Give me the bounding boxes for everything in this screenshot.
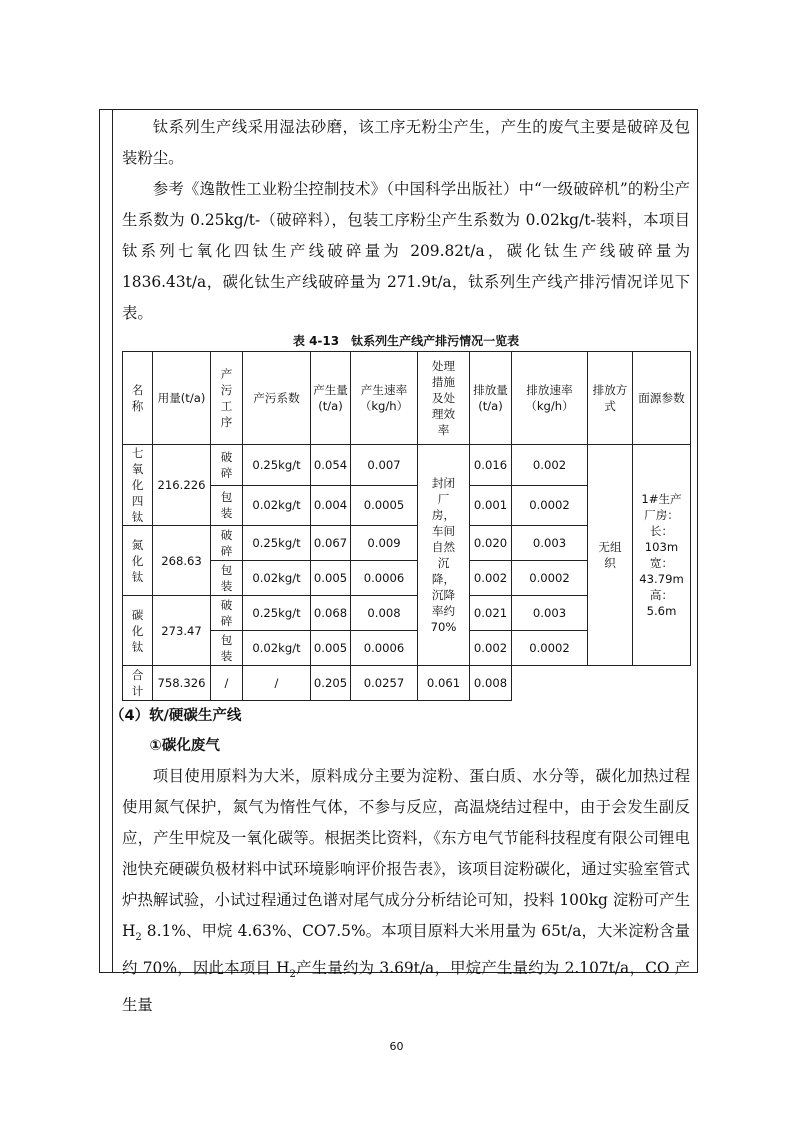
paragraph: 参考《逸散性工业粉尘控制技术》（中国科学出版社）中“一级破碎机”的粉尘产生系数为 0.25kg/t-（破碎料），包装工序粉尘产生系数为 0.02kg/t-装料，本项目钛系列七氧化四钛生产线破碎量为 209.82t/a，碳化钛生产线破碎量为 1836.43t/a，碳化钛生产线破碎量为 271.9t/a，钛系列生产线产排污情况详见下表。 (122, 180, 690, 322)
process-cell: 包装 (211, 631, 243, 666)
header-cell: 排放方式 (588, 352, 633, 445)
gen-rate-cell: 0.0006 (351, 631, 418, 666)
table-caption: 表 4-13 钛系列生产线产排污情况一览表 (292, 334, 520, 348)
gen-cell: 0.054 (311, 445, 351, 486)
coef-cell: 0.25kg/t (243, 445, 311, 486)
emit-rate-cell: 0.0002 (512, 561, 588, 596)
gen-rate-cell: 0.009 (351, 526, 418, 561)
paragraph: 钛系列生产线采用湿法砂磨，该工序无粉尘产生，产生的废气主要是破碎及包装粉尘。 (122, 118, 690, 167)
coef-cell: 0.02kg/t (243, 631, 311, 666)
emission-table (122, 351, 691, 701)
area-source-cell: 1#生产 厂房： 长： 103m 宽： 43.79m 高： 5.6m (633, 445, 691, 666)
usage-cell: 216.226 (153, 445, 211, 526)
header-cell: 产污工序 (211, 352, 243, 445)
gen-cell: 0.005 (311, 561, 351, 596)
process-cell: / (211, 666, 243, 701)
emit-rate-cell: 0.008 (470, 666, 512, 701)
emit-cell: 0.061 (418, 666, 470, 701)
section-heading: （4）软/硬碳生产线 (110, 708, 242, 724)
page-number: 60 (389, 1040, 404, 1053)
gen-rate-cell: 0.007 (351, 445, 418, 486)
coef-cell: / (243, 666, 311, 701)
emit-cell: 0.002 (470, 561, 512, 596)
treatment-cell: 封闭厂房，车间自然沉降，沉降率约70% (418, 445, 470, 666)
product-name-cell: 碳化钛 (123, 596, 153, 666)
header-cell: 名称 (123, 352, 153, 445)
process-cell: 包装 (211, 485, 243, 526)
gen-cell: 0.068 (311, 596, 351, 631)
process-cell: 破碎 (211, 596, 243, 631)
gen-rate-cell: 0.0005 (351, 485, 418, 526)
usage-cell: 268.63 (153, 526, 211, 596)
emit-cell: 0.016 (470, 445, 512, 486)
emit-rate-cell: 0.003 (512, 526, 588, 561)
header-cell: 产生量(t/a) (311, 352, 351, 445)
header-cell: 排放量(t/a) (470, 352, 512, 445)
process-cell: 破碎 (211, 526, 243, 561)
paragraph: 项目使用原料为大米，原料成分主要为淀粉、蛋白质、水分等，碳化加热过程使用氮气保护，氮气为惰性气体，不参与反应，高温烧结过程中，由于会发生副反应，产生甲烷及一氧化碳等。根据类比资料，《东方电气节能科技程度有限公司锂电池快充硬碳负极材料中试环境影响评价报告表》，该项目淀粉碳化，通过实验室管式炉热解试验，小试过程通过色谱对尾气成分分析结论可知，投料 100kg 淀粉可产生 $H_2$ 8.1%、甲烷 4.63%、CO7.5%。本项目原料大米用量为 65t/a，大米淀粉含量约 70%，因此本项目 $H_2$产生量约为 3.69t/a，甲烷产生量约为 2.107t/a，CO 产生量 (122, 767, 690, 1015)
emit-cell: 0.001 (470, 485, 512, 526)
gen-cell: 0.205 (311, 666, 351, 701)
gen-rate-cell: 0.0006 (351, 561, 418, 596)
gen-rate-cell: 0.008 (351, 596, 418, 631)
header-cell: 产污系数 (243, 352, 311, 445)
product-name-cell: 氮化钛 (123, 526, 153, 596)
emit-rate-cell: 0.002 (512, 445, 588, 486)
content-area (110, 112, 690, 1021)
gen-rate-cell: 0.0257 (351, 666, 418, 701)
emit-cell: 0.020 (470, 526, 512, 561)
usage-cell: 273.47 (153, 596, 211, 666)
coef-cell: 0.25kg/t (243, 596, 311, 631)
emit-rate-cell: 0.0002 (512, 631, 588, 666)
emit-cell: 0.002 (470, 631, 512, 666)
emit-cell: 0.021 (470, 596, 512, 631)
process-cell: 包装 (211, 561, 243, 596)
frame-divider (112, 109, 113, 973)
table-row (123, 445, 691, 486)
total-row (123, 666, 691, 701)
header-cell: 处理措施及处理效率 (418, 352, 470, 445)
header-cell: 用量(t/a) (153, 352, 211, 445)
header-cell: 排放速率（kg/h） (512, 352, 588, 445)
gen-cell: 0.067 (311, 526, 351, 561)
emit-rate-cell: 0.003 (512, 596, 588, 631)
coef-cell: 0.02kg/t (243, 485, 311, 526)
coef-cell: 0.02kg/t (243, 561, 311, 596)
total-label-cell: 合计 (123, 666, 153, 701)
header-cell: 产生速率（kg/h） (351, 352, 418, 445)
sub-heading: ①碳化废气 (149, 738, 220, 754)
usage-cell: 758.326 (153, 666, 211, 701)
discharge-mode-cell: 无组织 (588, 445, 633, 666)
process-cell: 破碎 (211, 445, 243, 486)
gen-cell: 0.004 (311, 485, 351, 526)
product-name-cell: 七氧化四钛 (123, 445, 153, 526)
emit-rate-cell: 0.0002 (512, 485, 588, 526)
header-cell: 面源参数 (633, 352, 691, 445)
coef-cell: 0.25kg/t (243, 526, 311, 561)
gen-cell: 0.005 (311, 631, 351, 666)
table-header-row (123, 352, 691, 445)
